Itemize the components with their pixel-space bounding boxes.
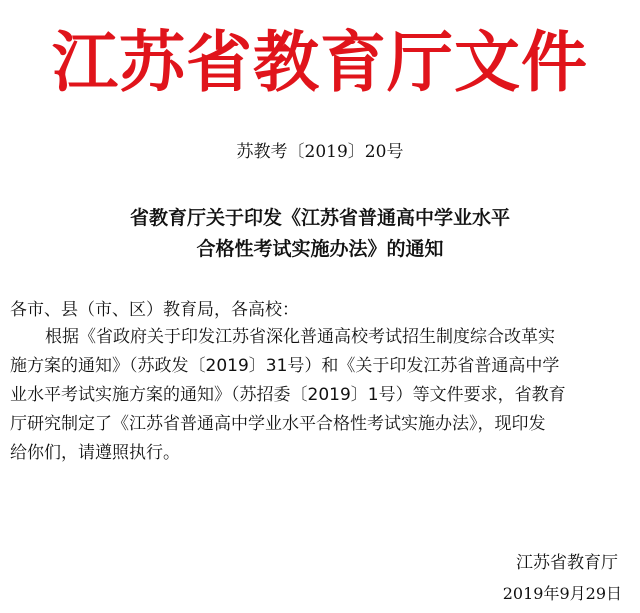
body-line: 给你们，请遵照执行。 [10,443,180,463]
issue-date: 2019年9月29日 [502,584,622,603]
document-number: 苏教考〔2019〕20号 [236,142,404,162]
body-line: 根据《省政府关于印发江苏省深化普通高校考试招生制度综合改革实 [45,327,555,347]
salutation: 各市、县（市、区）教育局，各高校： [10,300,299,320]
notice-title-line: 合格性考试实施办法》的通知 [196,238,444,260]
body-line: 厅研究制定了《江苏省普通高中学业水平合格性考试实施办法》，现印发 [10,414,546,434]
body-line: 业水平考试实施方案的通知》（苏招委〔2019〕1号）等文件要求，省教育 [10,385,566,405]
notice-title-line: 省教育厅关于印发《江苏省普通高中学业水平 [129,207,510,229]
body-paragraph [10,323,622,468]
notice-title [0,203,640,265]
red-header-title: 江苏省教育厅文件 [52,23,588,101]
issuer-name: 江苏省教育厅 [516,553,618,573]
body-line: 施方案的通知》（苏政发〔2019〕31号）和《关于印发江苏省普通高中学 [10,356,560,376]
